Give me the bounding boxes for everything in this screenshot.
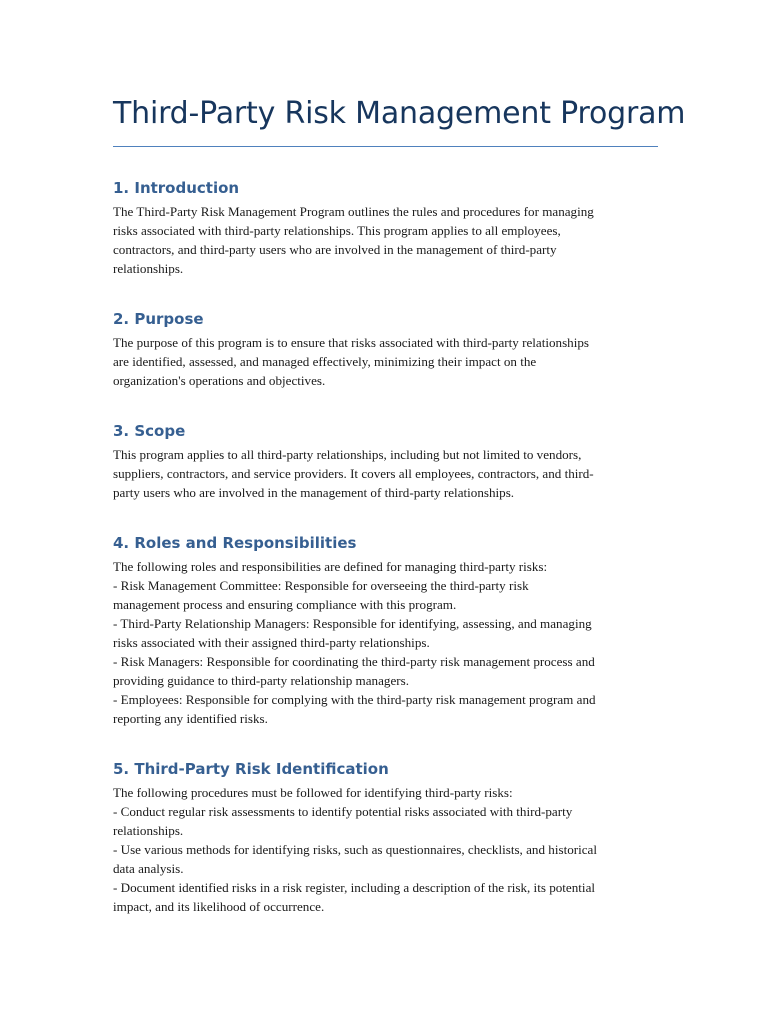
body-line: data analysis. (113, 861, 184, 876)
section-roles-and-responsibilities (113, 533, 658, 728)
section-body (113, 202, 658, 278)
section-introduction (113, 178, 658, 278)
body-line: risks associated with third-party relationships. This program applies to all employees, (113, 223, 561, 238)
body-line: The following procedures must be followed for identifying third-party risks: (113, 785, 513, 800)
section-third-party-risk-identification (113, 759, 658, 916)
body-line: - Risk Management Committee: Responsible for overseeing the third-party risk (113, 578, 529, 593)
section-heading: 3. Scope (113, 422, 186, 440)
section-body (113, 557, 658, 728)
body-line: - Risk Managers: Responsible for coordinating the third-party risk management process and (113, 654, 595, 669)
body-line: The Third-Party Risk Management Program outlines the rules and procedures for managing (113, 204, 594, 219)
section-body (113, 445, 658, 502)
section-heading: 2. Purpose (113, 310, 204, 328)
body-line: - Third-Party Relationship Managers: Responsible for identifying, assessing, and managing (113, 616, 592, 631)
body-line: organization's operations and objectives. (113, 373, 326, 388)
body-line: This program applies to all third-party relationships, including but not limited to vendors, (113, 447, 582, 462)
section-purpose (113, 309, 658, 390)
document-content (113, 92, 686, 916)
body-line: - Conduct regular risk assessments to identify potential risks associated with third-party (113, 804, 573, 819)
body-line: - Document identified risks in a risk register, including a description of the risk, its potential (113, 880, 596, 895)
body-line: party users who are involved in the management of third-party relationships. (113, 485, 515, 500)
document-title: Third-Party Risk Management Program (113, 92, 658, 147)
body-line: - Use various methods for identifying risks, such as questionnaires, checklists, and historical (113, 842, 598, 857)
body-line: The purpose of this program is to ensure that risks associated with third-party relationships (113, 335, 590, 350)
section-scope (113, 421, 658, 502)
section-body (113, 333, 658, 390)
body-line: The following roles and responsibilities are defined for managing third-party risks: (113, 559, 548, 574)
section-heading: 5. Third-Party Risk Identification (113, 760, 389, 778)
body-line: risks associated with their assigned third-party relationships. (113, 635, 430, 650)
body-line: - Employees: Responsible for complying with the third-party risk management program and (113, 692, 596, 707)
section-heading: 4. Roles and Responsibilities (113, 534, 357, 552)
section-heading: 1. Introduction (113, 179, 240, 197)
body-line: relationships. (113, 823, 184, 838)
body-line: providing guidance to third-party relationship managers. (113, 673, 409, 688)
body-line: suppliers, contractors, and service providers. It covers all employees, contractors, and third- (113, 466, 594, 481)
body-line: contractors, and third-party users who are involved in the management of third-party (113, 242, 557, 257)
body-line: impact, and its likelihood of occurrence. (113, 899, 325, 914)
body-line: relationships. (113, 261, 184, 276)
body-line: reporting any identified risks. (113, 711, 268, 726)
body-line: are identified, assessed, and managed effectively, minimizing their impact on the (113, 354, 537, 369)
section-body (113, 783, 658, 916)
body-line: management process and ensuring compliance with this program. (113, 597, 457, 612)
